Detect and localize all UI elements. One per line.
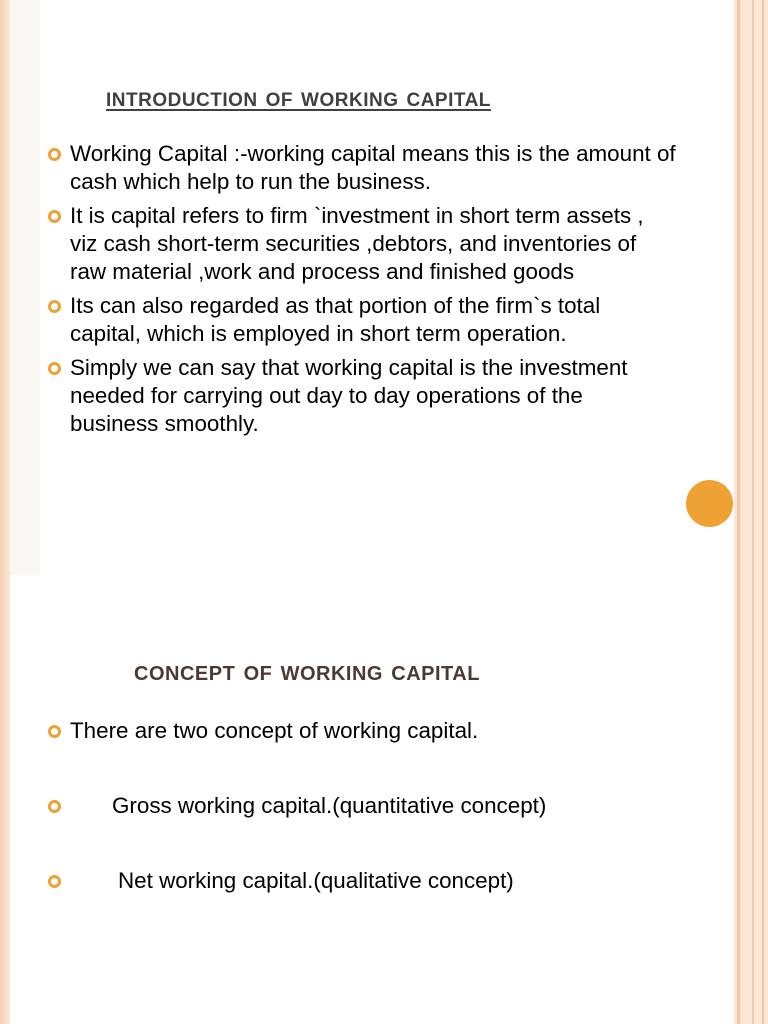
bullet-text: Net working capital.(qualitative concept) bbox=[118, 868, 514, 893]
ring-bullet-icon bbox=[48, 148, 61, 161]
ring-bullet-icon bbox=[48, 725, 61, 738]
ring-bullet-icon bbox=[48, 300, 61, 313]
section-title-introduction: introduction of working capital bbox=[106, 82, 491, 112]
orange-circle-decoration bbox=[686, 480, 733, 527]
bullet-text: It is capital refers to firm `investment in short term assets , viz cash short-term securities ,debtors, and inventories of raw material ,work and process and finished goods bbox=[70, 203, 644, 284]
bullet-text: Working Capital :-working capital means this is the amount of cash which help to run the business. bbox=[70, 141, 676, 194]
left-soft-block bbox=[10, 0, 40, 575]
list-item bbox=[46, 140, 676, 196]
ring-bullet-icon bbox=[48, 210, 61, 223]
bullet-text: Gross working capital.(quantitative concept) bbox=[112, 793, 547, 818]
bullet-text: Simply we can say that working capital is the investment needed for carrying out day to day operations of the business smoothly. bbox=[70, 355, 628, 436]
introduction-bullet-list bbox=[46, 140, 676, 444]
right-frame-line bbox=[752, 0, 754, 1024]
bullet-text: Its can also regarded as that portion of the firm`s total capital, which is employed in short term operation. bbox=[70, 293, 601, 346]
list-item bbox=[46, 354, 676, 438]
ring-bullet-icon bbox=[48, 800, 61, 813]
right-frame-line bbox=[762, 0, 764, 1024]
right-frame-line bbox=[737, 0, 740, 1024]
ring-bullet-icon bbox=[48, 362, 61, 375]
list-item bbox=[46, 202, 676, 286]
list-item bbox=[46, 292, 676, 348]
ring-bullet-icon bbox=[48, 875, 61, 888]
left-frame-strip bbox=[0, 0, 10, 1024]
bullet-text: There are two concept of working capital. bbox=[70, 718, 479, 743]
section-title-concept: concept of working capital bbox=[134, 655, 480, 686]
